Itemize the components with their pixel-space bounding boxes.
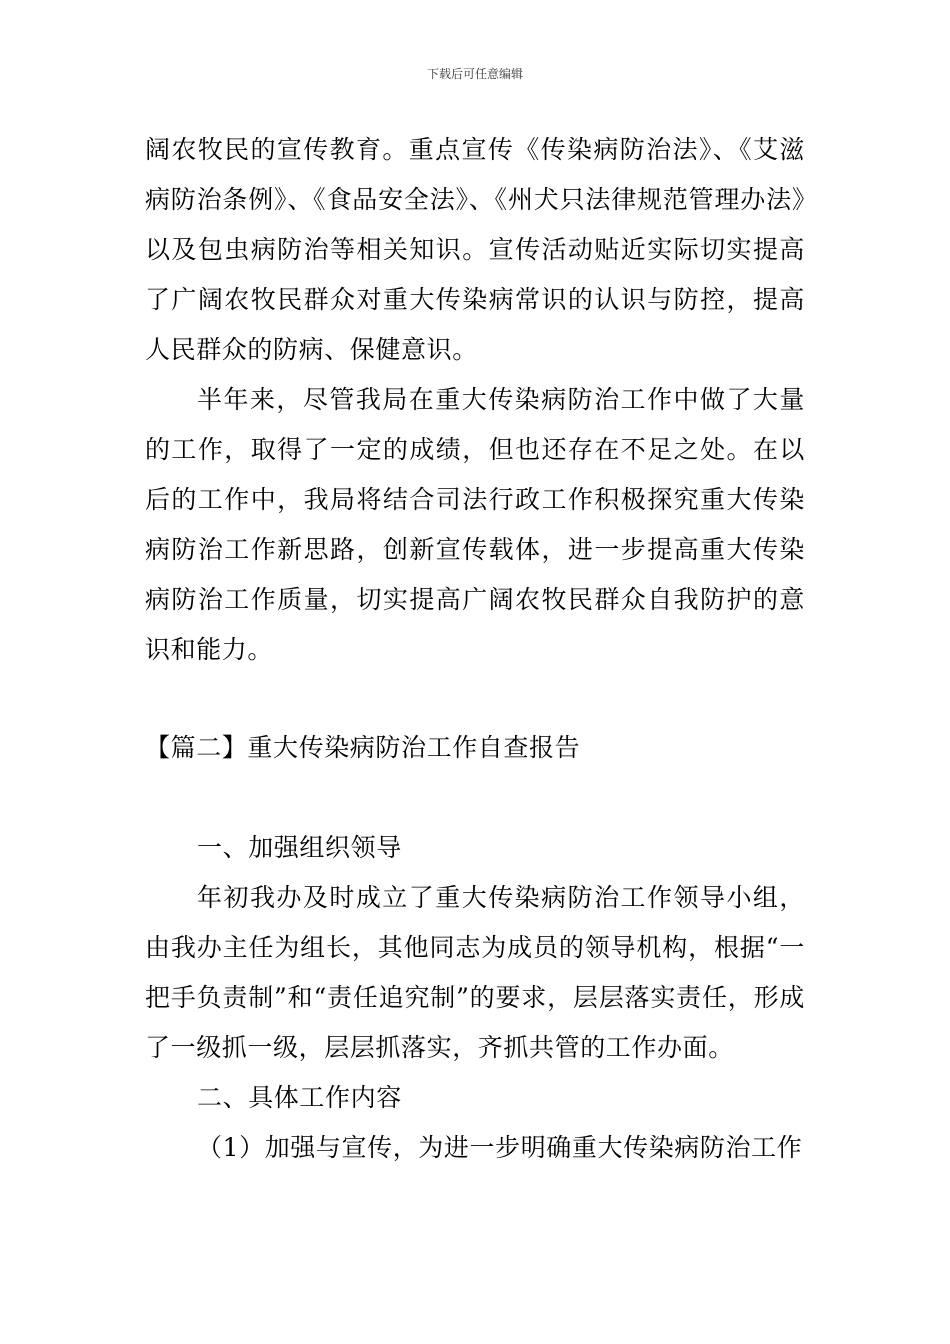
paragraph-summary: 半年来，尽管我局在重大传染病防治工作中做了大量的工作，取得了一定的成绩，但也还存在不足之处。在以后的工作中，我局将结合司法行政工作积极探究重大传染病防治工作新思路，创新宣传载体，进一步提高重大传染病防治工作质量，切实提高广阔农牧民群众自我防护的意识和能力。: [145, 385, 805, 664]
spacer: [145, 773, 805, 823]
paragraph-continued: 阔农牧民的宣传教育。重点宣传《传染病防治法》、《艾滋病防治条例》、《食品安全法》、《州犬只法律规范管理办法》以及包虫病防治等相关知识。宣传活动贴近实际切实提高了广阔农牧民群众对重大传染病常识的认识与防控，提高人民群众的防病、保健意识。: [145, 135, 805, 364]
section-title: 【篇二】重大传染病防治工作自查报告: [145, 733, 581, 762]
spacer: [145, 675, 805, 723]
subheading-work-content: 二、具体工作内容: [197, 1083, 402, 1112]
document-body: [145, 125, 805, 1173]
paragraph-work-item-1: （1）加强与宣传，为进一步明确重大传染病防治工作: [197, 1133, 803, 1162]
paragraph-organization: 年初我办及时成立了重大传染病防治工作领导小组，由我办主任为组长，其他同志为成员的领导机构，根据“一把手负责制”和“责任追究制”的要求，层层落实责任，形成了一级抓一级，层层抓落实，齐抓共管的工作办面。: [145, 883, 805, 1062]
page-header-note: 下载后可任意编辑: [426, 67, 523, 81]
subheading-organization: 一、加强组织领导: [197, 833, 402, 862]
